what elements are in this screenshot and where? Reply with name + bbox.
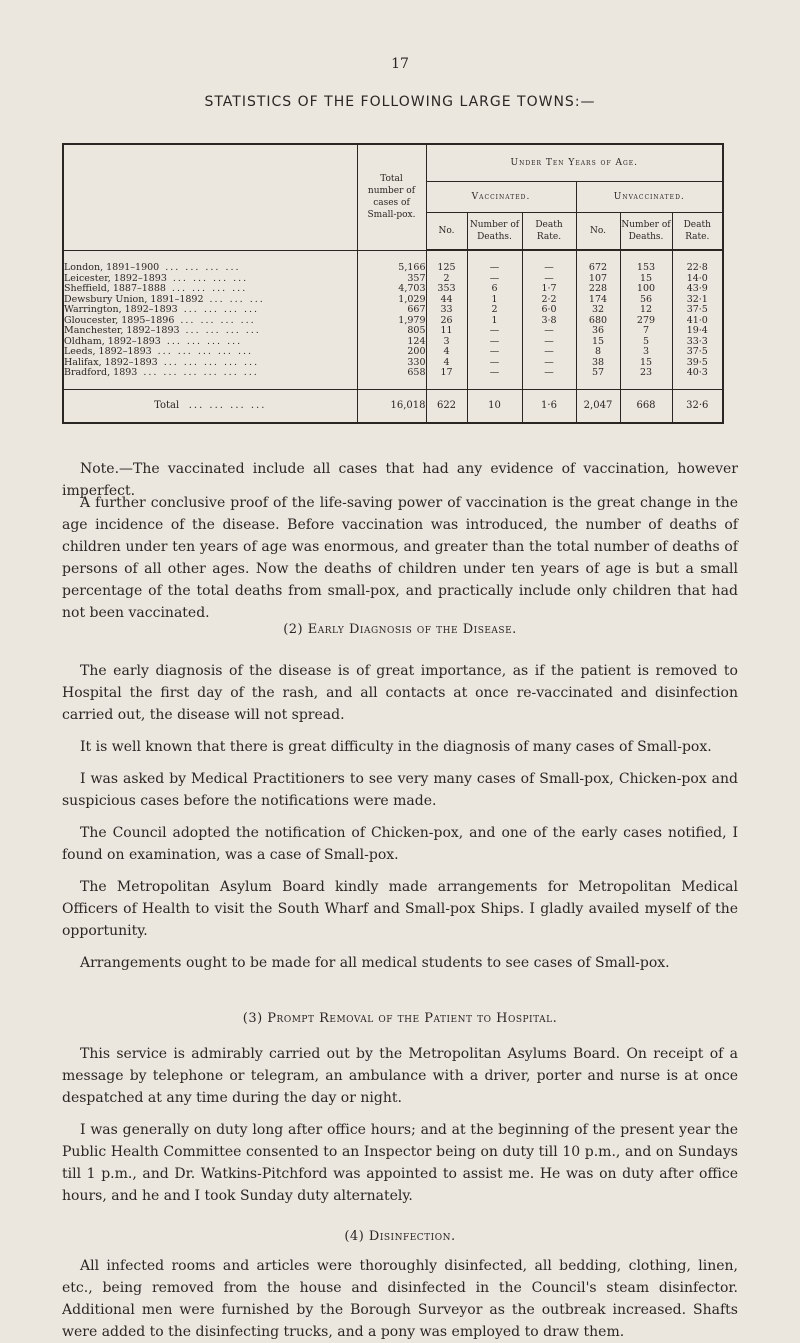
table-row — [63, 326, 723, 337]
place-cell — [63, 337, 357, 348]
total-cases-cell: 667 — [357, 305, 426, 316]
place-name: Warrington, 1892–1893 — [64, 305, 178, 315]
statistics-table — [62, 143, 724, 424]
unvaccinated-deaths-cell: 3 — [620, 347, 672, 358]
unvaccinated-rate-cell: 33·3 — [672, 337, 723, 348]
vaccinated-rate-cell: 1·7 — [522, 284, 576, 295]
place-name: Leicester, 1892–1893 — [64, 273, 167, 284]
para7-text: Arrangements ought to be made for all medical students to see cases of Small-pox. — [80, 955, 670, 971]
vaccinated-no-header: No. — [426, 213, 467, 251]
unvaccinated-deaths-header: Number of Deaths. — [620, 213, 672, 251]
table-row — [63, 250, 723, 274]
note-text: Note.—The vaccinated include all cases that had any evidence of vaccination, however imperfect. — [62, 461, 738, 499]
leader-dots: ... ... ... ... — [166, 336, 243, 347]
unvaccinated-rate-cell: 22·8 — [672, 250, 723, 274]
unvaccinated-no-cell: 57 — [576, 368, 620, 389]
unvaccinated-deaths-cell: 100 — [620, 284, 672, 295]
unvaccinated-rate-cell: 37·5 — [672, 347, 723, 358]
table-row — [63, 358, 723, 369]
place-cell — [63, 305, 357, 316]
leader-dots: ... ... ... ... — [171, 284, 248, 294]
para3-text: It is well known that there is great difficulty in the diagnosis of many cases of Small-pox. — [80, 739, 712, 755]
unvaccinated-no-cell: 174 — [576, 295, 620, 306]
unvaccinated-rate-cell: 39·5 — [672, 358, 723, 369]
unvaccinated-rate-cell: 14·0 — [672, 274, 723, 285]
vaccinated-deaths-cell: — — [467, 326, 522, 337]
unvaccinated-rate-cell: 32·1 — [672, 295, 723, 306]
place-name: Sheffield, 1887–1888 — [64, 284, 166, 294]
early-diagnosis-section — [62, 660, 738, 974]
total-vaccinated-rate: 1·6 — [522, 389, 576, 423]
place-cell — [63, 250, 357, 274]
table-row — [63, 337, 723, 348]
vaccinated-deaths-cell: 1 — [467, 316, 522, 327]
page-number: 17 — [391, 56, 409, 72]
unvaccinated-deaths-cell: 12 — [620, 305, 672, 316]
para10-text: All infected rooms and articles were thoroughly disinfected, all bedding, clothing, linen, etc., being removed from the house and disinfected in the Council's steam disinfector. Additional men were furnished by the Borough Surveyor as the outbreak increased. Shafts were added to the disinfecting trucks, and a pony was employed to draw them. — [62, 1258, 738, 1340]
disinfection-section — [62, 1255, 738, 1343]
leader-dots: ... ... ... — [209, 294, 265, 305]
unvaccinated-rate-cell: 41·0 — [672, 316, 723, 327]
vaccinated-rate-cell: — — [522, 274, 576, 285]
vaccinated-deaths-header: Number of Deaths. — [467, 213, 522, 251]
unvaccinated-rate-cell: 37·5 — [672, 305, 723, 316]
unvaccinated-no-cell: 8 — [576, 347, 620, 358]
place-cell — [63, 358, 357, 369]
total-unvaccinated-deaths: 668 — [620, 389, 672, 423]
table-row — [63, 274, 723, 285]
vaccinated-rate-cell: 3·8 — [522, 316, 576, 327]
unvaccinated-rate-header: Death Rate. — [672, 213, 723, 251]
leader-dots: ... ... ... ... — [183, 305, 260, 315]
total-cases-header: Total number of cases of Small-pox. — [357, 144, 426, 250]
leader-dots: ... ... ... ... ... — [157, 347, 254, 357]
total-cases-cell: 1,979 — [357, 316, 426, 327]
unvaccinated-rate-cell: 43·9 — [672, 284, 723, 295]
vaccinated-deaths-cell: 1 — [467, 295, 522, 306]
place-name: London, 1891–1900 — [64, 261, 160, 273]
unvaccinated-deaths-cell: 56 — [620, 295, 672, 306]
place-name: Oldham, 1892–1893 — [64, 336, 161, 347]
vaccinated-deaths-cell: — — [467, 274, 522, 285]
vaccinated-deaths-cell: 2 — [467, 305, 522, 316]
vaccinated-deaths-cell: — — [467, 250, 522, 274]
total-vaccinated-no: 622 — [426, 389, 467, 423]
vaccinated-no-cell: 4 — [426, 347, 467, 358]
total-cases-cell: 200 — [357, 347, 426, 358]
total-row — [63, 389, 723, 423]
vaccinated-no-cell: 26 — [426, 316, 467, 327]
place-name: Bradford, 1893 — [64, 368, 138, 378]
table-row — [63, 305, 723, 316]
vaccinated-deaths-cell: — — [467, 368, 522, 389]
leader-dots: ... ... ... ... ... ... — [143, 368, 259, 378]
vaccinated-no-cell: 4 — [426, 358, 467, 369]
total-leader-dots: ... ... ... ... — [188, 400, 267, 411]
vaccinated-no-cell: 2 — [426, 274, 467, 285]
unvaccinated-no-header: No. — [576, 213, 620, 251]
leader-dots: ... ... ... ... — [185, 326, 261, 336]
place-name: Halifax, 1892–1893 — [64, 357, 158, 368]
heading-disinfection: (4) Disinfection. — [344, 1229, 456, 1244]
unvaccinated-deaths-cell: 15 — [620, 274, 672, 285]
place-cell — [63, 284, 357, 295]
total-cases: 16,018 — [357, 389, 426, 423]
total-cases-cell: 357 — [357, 274, 426, 285]
total-cases-cell: 658 — [357, 368, 426, 389]
vaccinated-rate-cell: — — [522, 250, 576, 274]
vaccinated-deaths-cell: — — [467, 358, 522, 369]
vaccinated-rate-cell: — — [522, 347, 576, 358]
vaccinated-deaths-cell: — — [467, 347, 522, 358]
under-ten-header: Under Ten Years of Age. — [426, 144, 723, 182]
vaccinated-rate-cell: — — [522, 326, 576, 337]
unvaccinated-deaths-cell: 23 — [620, 368, 672, 389]
leader-dots: ... ... ... ... ... — [163, 357, 260, 368]
vaccinated-no-cell: 33 — [426, 305, 467, 316]
para9-text: I was generally on duty long after office hours; and at the beginning of the present year the Public Health Committee consented to an Inspector being on duty till 10 p.m., and on Sundays till 1 p.m., and Dr. Watkins-Pitchford was appointed to assist me. He was on duty after office hours, and he and I took Sunday duty alternately. — [62, 1122, 738, 1204]
vaccinated-no-cell: 11 — [426, 326, 467, 337]
table-row — [63, 347, 723, 358]
vaccinated-rate-cell: 2·2 — [522, 295, 576, 306]
unvaccinated-deaths-cell: 279 — [620, 316, 672, 327]
unvaccinated-no-cell: 228 — [576, 284, 620, 295]
vaccinated-no-cell: 3 — [426, 337, 467, 348]
unvaccinated-deaths-cell: 7 — [620, 326, 672, 337]
heading-early-diagnosis: (2) Early Diagnosis of the Disease. — [283, 622, 517, 637]
unvaccinated-deaths-cell: 15 — [620, 358, 672, 369]
leader-dots: ... ... ... ... — [165, 261, 241, 273]
table-row — [63, 284, 723, 295]
place-name: Manchester, 1892–1893 — [64, 326, 180, 336]
place-column-header — [63, 144, 357, 250]
total-unvaccinated-rate: 32·6 — [672, 389, 723, 423]
table-row — [63, 316, 723, 327]
unvaccinated-no-cell: 107 — [576, 274, 620, 285]
place-cell — [63, 316, 357, 327]
place-cell — [63, 326, 357, 337]
vaccinated-deaths-cell: — — [467, 337, 522, 348]
heading-prompt-removal: (3) Prompt Removal of the Patient to Hospital. — [242, 1011, 558, 1026]
vaccinated-rate-header: Death Rate. — [522, 213, 576, 251]
para5-text: The Council adopted the notification of Chicken-pox, and one of the early cases notified, I found on examination, was a case of Small-pox. — [62, 825, 738, 863]
para2-text: The early diagnosis of the disease is of great importance, as if the patient is removed to Hospital the first day of the rash, and all contacts at once re-vaccinated and disinfection carried out, the disease will not spread. — [62, 663, 738, 723]
unvaccinated-no-cell: 36 — [576, 326, 620, 337]
para1-text: A further conclusive proof of the life-saving power of vaccination is the great change in the age incidence of the disease. Before vaccination was introduced, the number of deaths of children under ten years of age was enormous, and greater than the total number of deaths of persons of all other ages. Now the deaths of children under ten years of age is but a small percentage of the total deaths from small-pox, and practically include only children that had not been vaccinated. — [62, 495, 738, 621]
table-row — [63, 368, 723, 389]
vaccinated-rate-cell: — — [522, 368, 576, 389]
total-unvaccinated-no: 2,047 — [576, 389, 620, 423]
total-label-cell — [63, 389, 357, 423]
place-name: Leeds, 1892–1893 — [64, 347, 152, 357]
unvaccinated-no-cell: 15 — [576, 337, 620, 348]
leader-dots: ... ... ... ... — [180, 315, 256, 326]
place-name: Gloucester, 1895–1896 — [64, 315, 175, 326]
place-cell — [63, 295, 357, 306]
place-name: Dewsbury Union, 1891–1892 — [64, 294, 204, 305]
total-vaccinated-deaths: 10 — [467, 389, 522, 423]
place-cell — [63, 368, 357, 389]
vaccinated-rate-cell: — — [522, 337, 576, 348]
unvaccinated-header: Unvaccinated. — [576, 182, 723, 213]
total-cases-cell: 805 — [357, 326, 426, 337]
total-cases-cell: 5,166 — [357, 250, 426, 274]
unvaccinated-rate-cell: 40·3 — [672, 368, 723, 389]
place-cell — [63, 274, 357, 285]
table-row — [63, 295, 723, 306]
total-cases-cell: 4,703 — [357, 284, 426, 295]
total-cases-cell: 330 — [357, 358, 426, 369]
vaccinated-rate-cell: 6·0 — [522, 305, 576, 316]
leader-dots: ... ... ... ... — [172, 273, 249, 284]
para6-text: The Metropolitan Asylum Board kindly made arrangements for Metropolitan Medical Officers of Health to visit the South Wharf and Small-pox Ships. I gladly availed myself of the opportunity. — [62, 879, 738, 939]
vaccinated-deaths-cell: 6 — [467, 284, 522, 295]
total-cases-cell: 124 — [357, 337, 426, 348]
vaccinated-no-cell: 353 — [426, 284, 467, 295]
total-cases-cell: 1,029 — [357, 295, 426, 306]
place-cell — [63, 347, 357, 358]
vaccinated-rate-cell: — — [522, 358, 576, 369]
para8-text: This service is admirably carried out by the Metropolitan Asylums Board. On receipt of a message by telephone or telegram, an ambulance with a driver, porter and nurse is at once despatched at any time during the day or night. — [62, 1046, 738, 1106]
vaccinated-no-cell: 44 — [426, 295, 467, 306]
vaccinated-no-cell: 125 — [426, 250, 467, 274]
unvaccinated-no-cell: 32 — [576, 305, 620, 316]
unvaccinated-deaths-cell: 5 — [620, 337, 672, 348]
unvaccinated-deaths-cell: 153 — [620, 250, 672, 274]
unvaccinated-rate-cell: 19·4 — [672, 326, 723, 337]
unvaccinated-no-cell: 672 — [576, 250, 620, 274]
table-title: STATISTICS OF THE FOLLOWING LARGE TOWNS:— — [204, 94, 596, 110]
vaccinated-no-cell: 17 — [426, 368, 467, 389]
unvaccinated-no-cell: 680 — [576, 316, 620, 327]
unvaccinated-no-cell: 38 — [576, 358, 620, 369]
total-label: Total — [154, 400, 180, 411]
vaccinated-header: Vaccinated. — [426, 182, 576, 213]
prompt-removal-section — [62, 1043, 738, 1207]
vaccination-proof-paragraph — [62, 492, 738, 624]
para4-text: I was asked by Medical Practitioners to see very many cases of Small-pox, Chicken-pox and suspicious cases before the notifications were made. — [62, 771, 738, 809]
